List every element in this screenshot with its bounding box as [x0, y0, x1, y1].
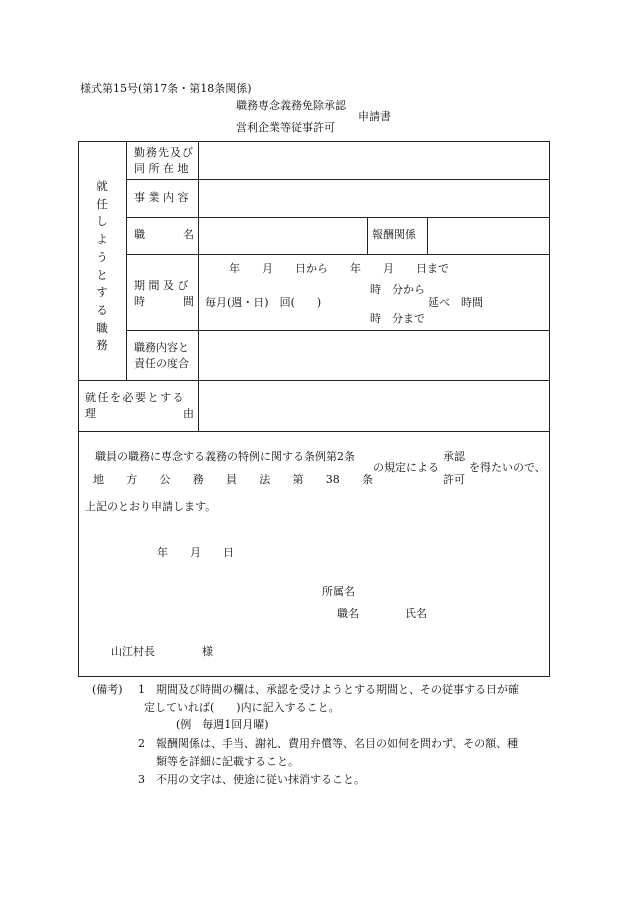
statement-middle: の規定による — [373, 461, 439, 474]
notes-heading: (備考) — [92, 683, 123, 696]
title-suffix: 申請書 — [358, 110, 391, 123]
compensation-label: 報酬関係 — [372, 228, 416, 241]
period-total[interactable]: 延べ 時間 — [428, 296, 483, 309]
vertical-char: し — [96, 214, 108, 229]
note-text: 類等を詳細に記載すること。 — [156, 755, 299, 768]
honorific: 様 — [202, 645, 213, 658]
job-title-label: 職名 — [337, 607, 359, 620]
vertical-char: う — [96, 249, 108, 264]
duties-field[interactable] — [202, 333, 546, 377]
business-label: 事業内容 — [134, 191, 192, 204]
vertical-char: と — [96, 267, 108, 282]
name-label: 氏名 — [405, 607, 427, 620]
application-date[interactable]: 年 月 日 — [157, 546, 234, 559]
statement-line3: 上記のとおり申請します。 — [85, 500, 217, 513]
workplace-label-line1: 勤務先及び — [134, 146, 194, 159]
compensation-field[interactable] — [430, 220, 546, 252]
statement-end: を得たいので、 — [469, 461, 546, 474]
vertical-char: 職 — [96, 320, 108, 335]
note-number: 1 — [138, 683, 145, 696]
statement-char: 務 — [192, 473, 204, 486]
vertical-char: る — [96, 302, 108, 317]
period-label-line1: 期間及び — [134, 279, 192, 292]
statement-char: 員 — [226, 473, 237, 486]
statement-char: 法 — [259, 473, 271, 486]
form-number: 様式第15号(第17条・第18条関係) — [80, 82, 252, 95]
reason-field[interactable] — [202, 384, 546, 428]
vertical-char: 務 — [96, 338, 108, 353]
workplace-label-line2: 同所在地 — [134, 162, 192, 175]
statement-char: 公 — [159, 473, 171, 486]
position-label-b: 名 — [183, 228, 194, 241]
statement-line2 — [93, 473, 373, 487]
title-line1: 職務専念義務免除承認 — [236, 99, 346, 112]
statement-option-approval[interactable]: 承認 — [443, 450, 465, 463]
statement-char: 条 — [362, 473, 373, 486]
period-weekly[interactable]: 毎月(週・日) 回( ) — [205, 296, 322, 309]
note-number: 2 — [138, 737, 145, 750]
note-example: (例 毎週1回月曜) — [176, 718, 269, 731]
statement-char: 方 — [126, 473, 138, 486]
note-text: 期間及び時間の欄は、承認を受けようとする期間と、その従事する日が確 — [156, 683, 519, 696]
statement-char: 第 — [292, 473, 304, 486]
vertical-char: よ — [96, 232, 108, 247]
period-label-a: 時 — [134, 295, 145, 308]
vertical-char: 任 — [96, 196, 108, 211]
note-text: 不用の文字は、使途に従い抹消すること。 — [156, 773, 365, 786]
title-line2: 営利企業等従事許可 — [236, 121, 335, 134]
position-field[interactable] — [202, 220, 364, 252]
note-number: 3 — [138, 773, 145, 786]
statement-char: 38 — [325, 473, 340, 486]
period-time-to[interactable]: 時 分まで — [370, 312, 425, 325]
note-text: 定していれば( )内に記入すること。 — [144, 701, 340, 714]
statement-line1: 職員の職務に専念する義務の特例に関する条例第2条 — [95, 450, 355, 463]
statement-char: 地 — [93, 473, 104, 486]
reason-label-line1: 就任を必要とする — [85, 391, 185, 404]
addressee: 山江村長 — [111, 645, 155, 658]
note-text: 報酬関係は、手当、謝礼、費用弁償等、名目の如何を問わず、その額、種 — [156, 737, 519, 750]
duties-label-line1: 職務内容と — [134, 341, 189, 354]
affiliation-label: 所属名 — [322, 585, 355, 598]
vertical-char: す — [96, 285, 108, 300]
workplace-field[interactable] — [202, 144, 546, 177]
statement-option-permission[interactable]: 許可 — [443, 473, 465, 486]
period-time-from[interactable]: 時 分から — [370, 283, 425, 296]
vertical-char: 就 — [96, 179, 108, 193]
period-label-b: 間 — [183, 295, 194, 308]
period-range[interactable]: 年 月 日から 年 月 日まで — [229, 262, 449, 275]
reason-label-b: 由 — [183, 407, 194, 420]
vertical-header — [94, 178, 110, 355]
reason-label-a: 理 — [85, 407, 96, 420]
position-label-a: 職 — [134, 228, 145, 241]
duties-label-line2: 責任の度合 — [134, 357, 189, 370]
business-field[interactable] — [202, 182, 546, 215]
